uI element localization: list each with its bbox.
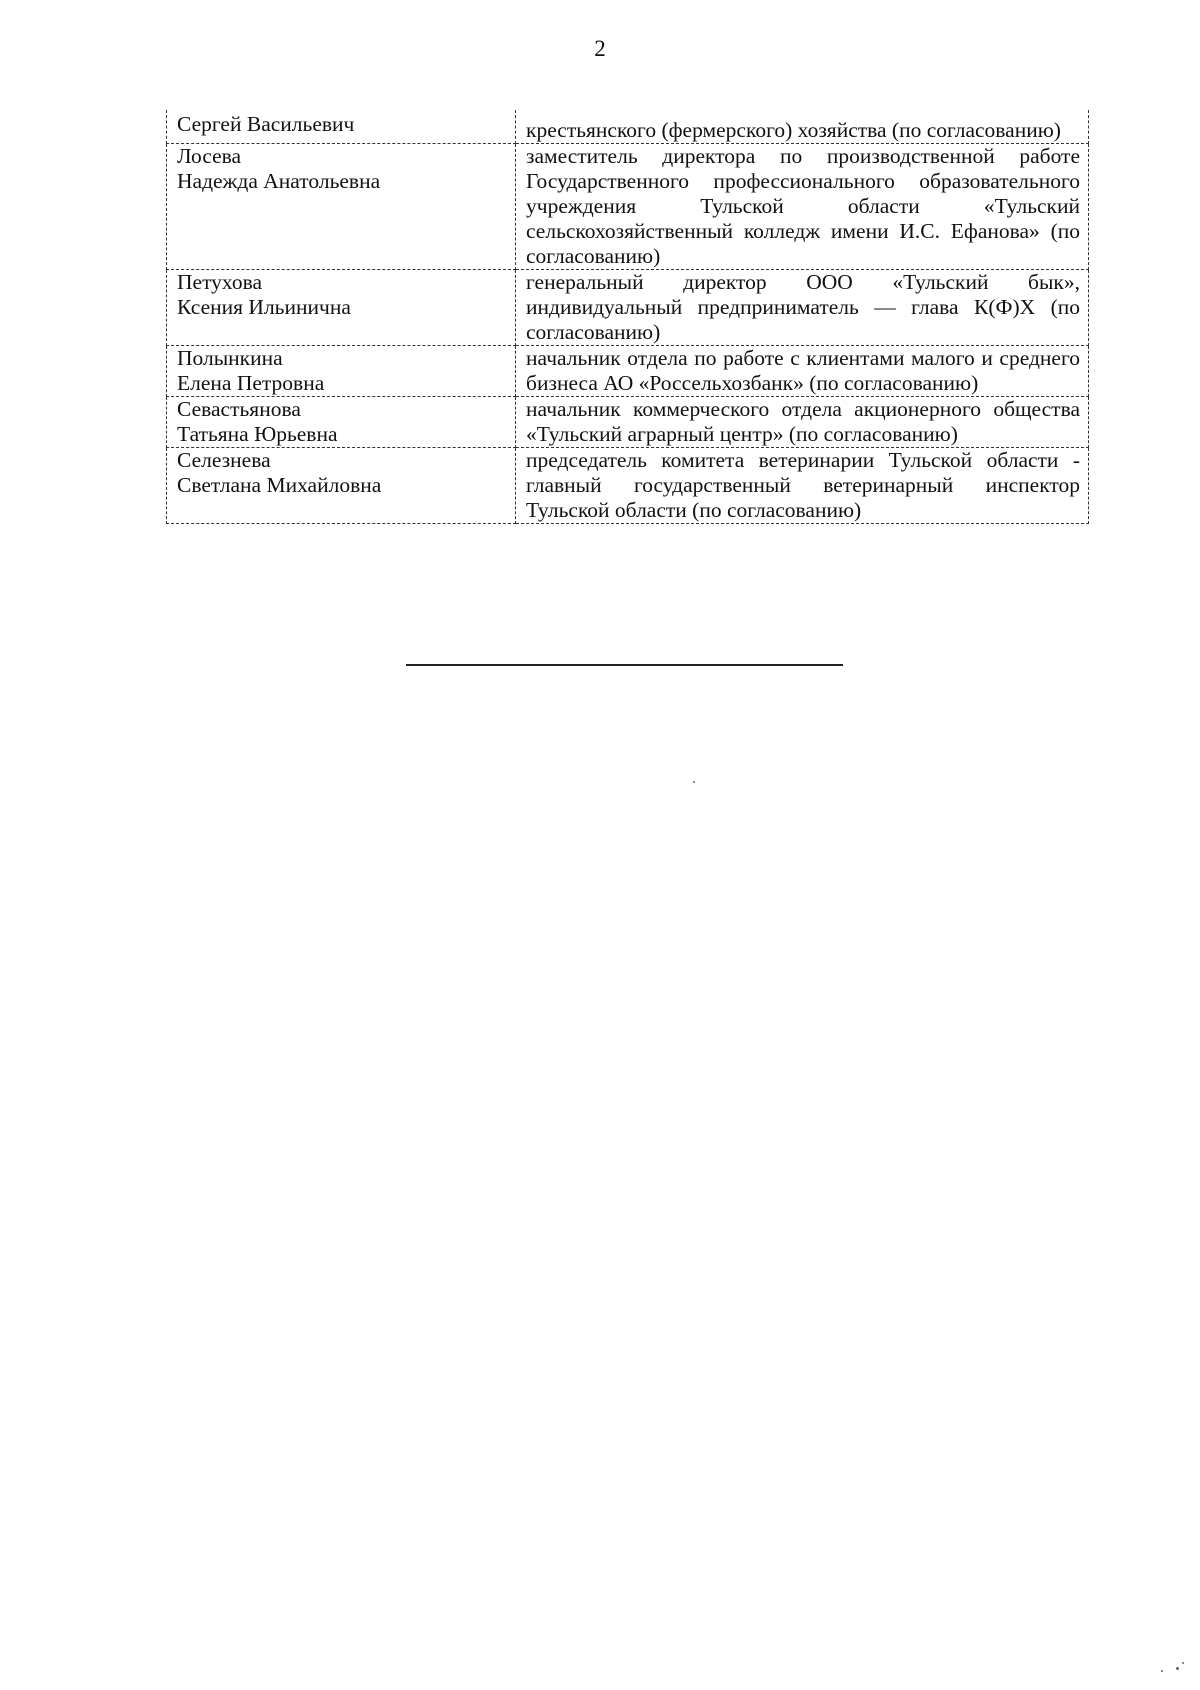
member-surname: Севастьянова xyxy=(177,397,301,421)
member-name-cell xyxy=(167,448,516,524)
table-row xyxy=(167,397,1089,448)
member-surname: Петухова xyxy=(177,270,263,294)
scan-speck xyxy=(1182,1662,1184,1664)
member-position: генеральный директор ООО «Тульский бык», индивидуальный предприниматель — глава К(Ф)Х (по согласованию) xyxy=(516,270,1089,346)
table-row xyxy=(167,448,1089,524)
member-name-cell xyxy=(167,270,516,346)
page-number: 2 xyxy=(594,36,606,61)
member-name-cell xyxy=(167,346,516,397)
table-row xyxy=(167,270,1089,346)
member-position: крестьянского (фермерского) хозяйства (по согласованию) xyxy=(516,110,1089,144)
member-position: председатель комитета ветеринарии Тульской области - главный государственный ветеринарный инспектор Тульской области (по согласованию) xyxy=(516,448,1089,524)
member-given-names: Светлана Михайловна xyxy=(177,473,382,497)
member-given-names: Ксения Ильинична xyxy=(177,295,351,319)
scan-speck xyxy=(1176,1667,1179,1670)
table-row xyxy=(167,346,1089,397)
member-position: начальник отдела по работе с клиентами малого и среднего бизнеса АО «Россельхозбанк» (по согласованию) xyxy=(516,346,1089,397)
member-given-names: Елена Петровна xyxy=(177,371,325,395)
member-surname: Полынкина xyxy=(177,346,283,370)
member-position: начальник коммерческого отдела акционерного общества «Тульский аграрный центр» (по согласованию) xyxy=(516,397,1089,448)
member-position: заместитель директора по производственной работе Государственного профессионального образовательного учреждения Тульской области «Тульский сельскохозяйственный колледж имени И.С. Ефанова» (по согласованию) xyxy=(516,144,1089,270)
member-given-names: Сергей Васильевич xyxy=(177,112,355,136)
member-given-names: Надежда Анатольевна xyxy=(177,169,381,193)
member-surname: Селезнева xyxy=(177,448,271,472)
member-given-names: Татьяна Юрьевна xyxy=(177,422,338,446)
commission-members-table xyxy=(166,110,1089,524)
member-name-cell xyxy=(167,110,516,144)
member-name-cell xyxy=(167,144,516,270)
scan-speck xyxy=(1161,1670,1163,1672)
end-of-list-rule xyxy=(406,664,843,666)
scan-speck xyxy=(693,781,695,783)
member-surname: Лосева xyxy=(177,144,242,168)
table-row xyxy=(167,110,1089,144)
member-name-cell xyxy=(167,397,516,448)
table-row xyxy=(167,144,1089,270)
